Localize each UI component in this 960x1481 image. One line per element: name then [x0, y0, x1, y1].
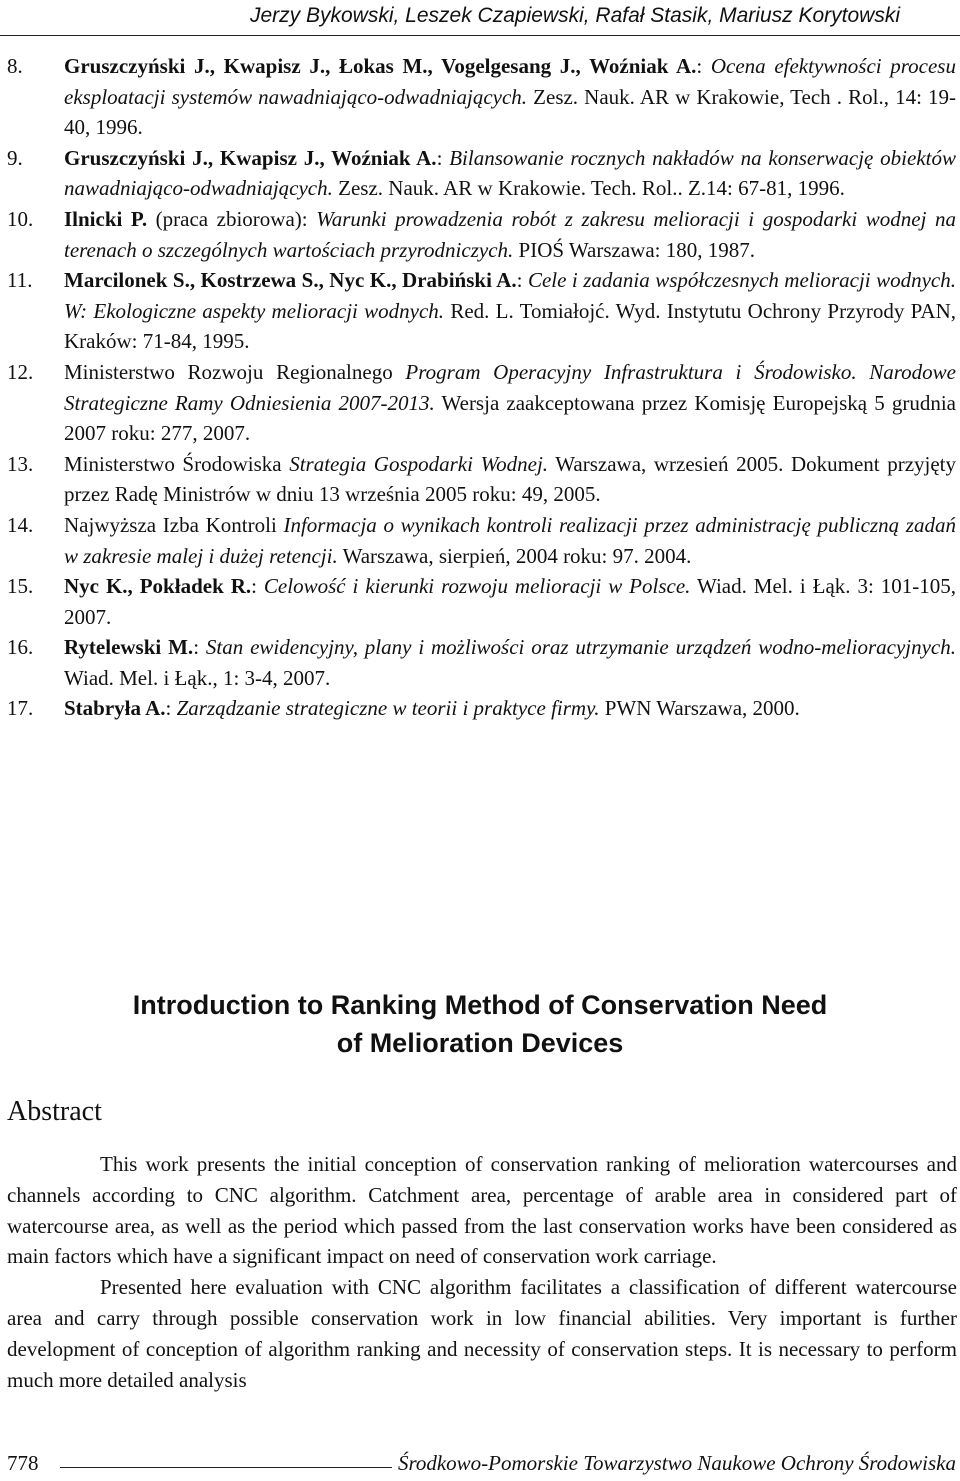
- reference-number: 10.: [7, 206, 34, 231]
- reference-number: 12.: [7, 359, 34, 384]
- reference-title: Bilansowanie rocznych nakładów na konserwację obiektów nawadniająco-odwadniających.: [64, 145, 956, 201]
- paper-title: [20, 986, 940, 1062]
- reference-authors: Ilnicki P.: [64, 206, 148, 231]
- reference-title: Zarządzanie strategiczne w teorii i praktyce firmy.: [176, 696, 600, 721]
- paper-title-line-2: of Melioration Devices: [336, 1028, 624, 1058]
- reference-item: [0, 510, 956, 571]
- reference-authors: Gruszczyński J., Kwapisz J., Łokas M., Vogelgesang J., Woźniak A.: [64, 54, 697, 78]
- reference-details: Warszawa, sierpień, 2004 roku: 97. 2004.: [337, 543, 692, 568]
- abstract-paragraph: Presented here evaluation with CNC algorithm facilitates a classification of different watercourse area and carry through possible conservation work in low financial abilities. Very important is further development of conception of algorithm ranking and necessity of conservation steps. It is necessary to perform much more detailed analysis: [7, 1275, 957, 1392]
- reference-title: Strategia Gospodarki Wodnej.: [289, 451, 549, 476]
- abstract-body: [7, 1149, 957, 1395]
- reference-title: Cele i zadania współczesnych melioracji wodnych. W: Ekologiczne aspekty melioracji wodnych.: [64, 268, 956, 323]
- reference-authors: Nyc K., Pokładek R.: [64, 574, 252, 599]
- reference-separator: :: [696, 54, 711, 78]
- reference-item: [0, 632, 956, 693]
- reference-item: [0, 357, 956, 449]
- running-header: Jerzy Bykowski, Leszek Czapiewski, Rafał Stasik, Mariusz Korytowski: [249, 4, 900, 27]
- reference-number: 16.: [7, 635, 34, 660]
- reference-details: Warszawa, wrzesień 2005. Dokument przyjęty przez Radę Ministrów w dniu 13 września 2005 roku: 49, 2005.: [64, 451, 957, 507]
- reference-separator: Ministerstwo Rozwoju Regionalnego: [64, 359, 406, 384]
- reference-details: Zesz. Nauk. AR w Krakowie, Tech . Rol., 14: 19-40, 1996.: [64, 84, 957, 140]
- reference-title: Ocena efektywności procesu eksploatacji systemów nawadniająco-odwadniających.: [64, 54, 956, 109]
- reference-separator: (praca zbiorowa):: [147, 206, 317, 231]
- abstract-heading: Abstract: [7, 1096, 102, 1127]
- reference-details: Wersja zaakceptowana przez Komisję Europejską 5 grudnia 2007 roku: 277, 2007.: [64, 390, 956, 446]
- reference-details: PIOŚ Warszawa: 180, 1987.: [513, 237, 755, 262]
- reference-number: 14.: [7, 512, 34, 537]
- reference-separator: Najwyższa Izba Kontroli: [64, 512, 284, 537]
- reference-separator: :: [436, 145, 450, 170]
- reference-separator: :: [165, 696, 177, 721]
- reference-number: 8.: [7, 54, 23, 78]
- reference-authors: Marcilonek S., Kostrzewa S., Nyc K., Drabiński A.: [64, 268, 517, 293]
- reference-details: Zesz. Nauk. AR w Krakowie. Tech. Rol.. Z.14: 67-81, 1996.: [332, 176, 845, 201]
- reference-authors: Gruszczyński J., Kwapisz J., Woźniak A.: [64, 145, 437, 170]
- header-rule: [0, 35, 960, 36]
- reference-separator: Ministerstwo Środowiska: [64, 451, 290, 476]
- reference-item: [0, 143, 956, 204]
- reference-details: Wiad. Mel. i Łąk., 1: 3-4, 2007.: [64, 665, 331, 690]
- reference-title: Stan ewidencyjny, plany i możliwości oraz utrzymanie urządzeń wodno-melioracyjnych.: [205, 635, 956, 660]
- reference-details: Red. L. Tomiałojć. Wyd. Instytutu Ochrony Przyrody PAN, Kraków: 71-84, 1995.: [64, 298, 956, 354]
- reference-item: [0, 571, 956, 632]
- reference-number: 13.: [7, 451, 34, 476]
- reference-separator: :: [516, 268, 528, 293]
- reference-authors: Rytelewski M.: [64, 635, 194, 660]
- reference-details: PWN Warszawa, 2000.: [599, 696, 800, 721]
- reference-title: Warunki prowadzenia robót z zakresu melioracji i gospodarki wodnej na terenach o szczególnych wartościach przyrodniczych.: [64, 206, 956, 262]
- reference-number: 17.: [7, 696, 34, 721]
- reference-list: [0, 51, 960, 724]
- journal-name: Środkowo-Pomorskie Towarzystwo Naukowe Ochrony Środowiska: [392, 1451, 956, 1476]
- reference-number: 9.: [7, 145, 23, 170]
- reference-authors: Stabryła A.: [64, 696, 166, 721]
- reference-separator: :: [193, 635, 206, 660]
- reference-item: [0, 204, 956, 265]
- reference-separator: :: [251, 574, 264, 599]
- reference-item: [0, 265, 956, 357]
- reference-item: [0, 693, 956, 724]
- reference-number: 15.: [7, 574, 34, 599]
- reference-title: Program Operacyjny Infrastruktura i Środowisko. Narodowe Strategiczne Ramy Odniesienia 2007-2013.: [64, 359, 956, 415]
- paper-title-line-1: Introduction to Ranking Method of Conservation Need: [132, 990, 828, 1020]
- reference-title: Celowość i kierunki rozwoju melioracji w Polsce.: [263, 574, 691, 599]
- reference-title: Informacja o wynikach kontroli realizacji przez administrację publiczną zadań w zakresie malej i dużej retencji.: [64, 512, 956, 568]
- reference-item: [0, 51, 956, 143]
- reference-details: Wiad. Mel. i Łąk. 3: 101-105, 2007.: [64, 574, 956, 629]
- reference-number: 11.: [7, 268, 33, 293]
- abstract-paragraph: This work presents the initial conception of conservation ranking of melioration watercourses and channels according to CNC algorithm. Catchment area, percentage of arable area in considered part of watercourse area, as well as the period which passed from the last conservation works have been considered as main factors which have a significant impact on need of conservation work carriage.: [7, 1152, 957, 1269]
- reference-item: [0, 449, 956, 510]
- page-number: 778: [7, 1451, 39, 1475]
